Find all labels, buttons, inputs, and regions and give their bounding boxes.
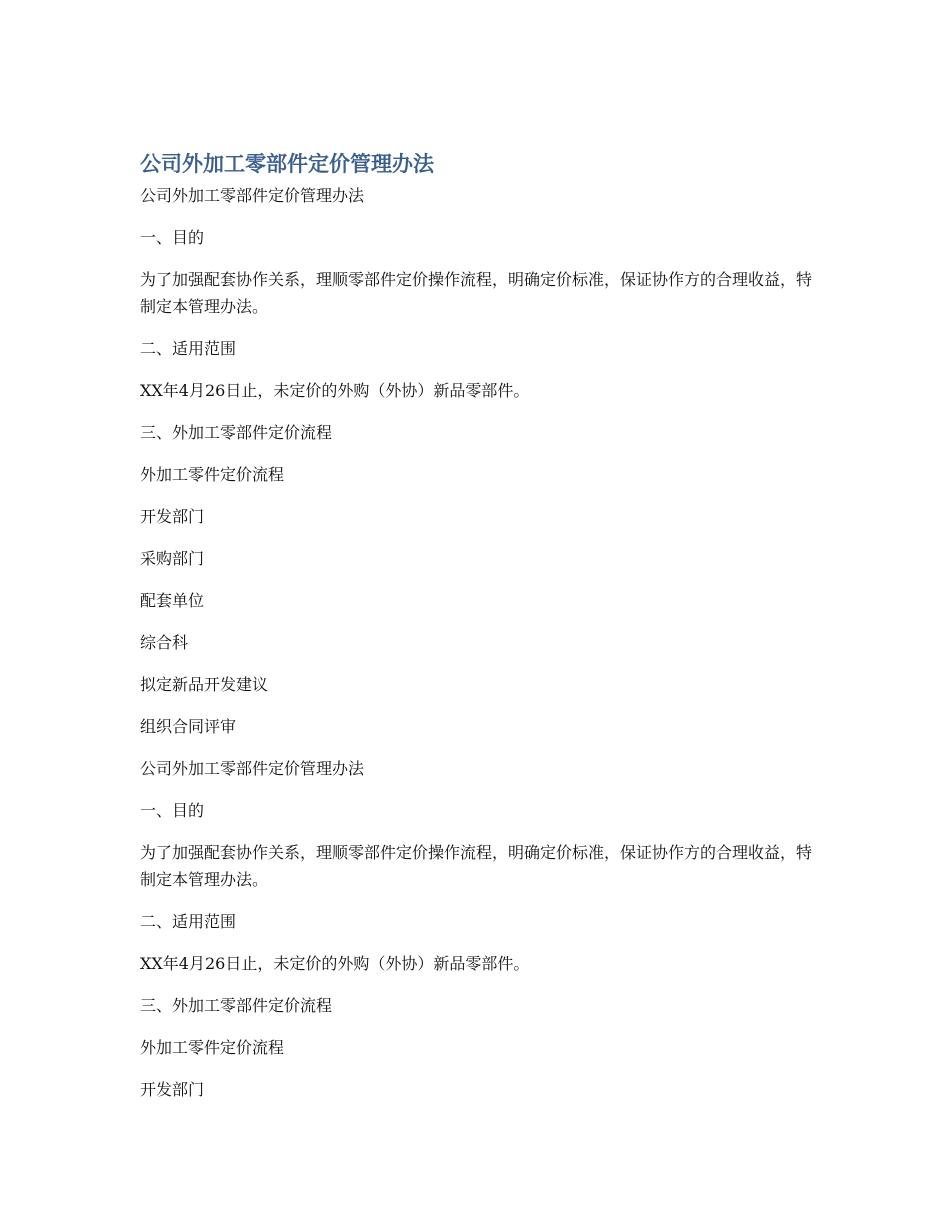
paragraph: 综合科: [140, 633, 189, 652]
paragraph: 外加工零件定价流程: [140, 1038, 285, 1057]
paragraph: 为了加强配套协作关系，理顺零部件定价操作流程，明确定价标准，保证协作方的合理收益，特制定本管理办法。: [140, 270, 813, 316]
paragraph: 外加工零件定价流程: [140, 465, 285, 484]
paragraph: XX年4月26日止，未定价的外购（外协）新品零部件。: [140, 954, 530, 973]
section-heading: 三、外加工零部件定价流程: [140, 996, 333, 1015]
section-heading: 三、外加工零部件定价流程: [140, 423, 333, 442]
paragraph: 公司外加工零部件定价管理办法: [140, 759, 365, 778]
section-heading: 二、适用范围: [140, 339, 237, 358]
paragraph: 组织合同评审: [140, 717, 237, 736]
paragraph: 配套单位: [140, 591, 205, 610]
paragraph: 公司外加工零部件定价管理办法: [140, 186, 365, 205]
paragraph: 开发部门: [140, 1080, 205, 1099]
paragraph: 拟定新品开发建议: [140, 675, 269, 694]
section-heading: 一、目的: [140, 801, 205, 820]
paragraph: 采购部门: [140, 549, 205, 568]
section-heading: 一、目的: [140, 228, 205, 247]
document-title: 公司外加工零部件定价管理办法: [140, 152, 434, 176]
document-body: [140, 148, 812, 1118]
paragraph: 开发部门: [140, 507, 205, 526]
section-heading: 二、适用范围: [140, 912, 237, 931]
paragraph: XX年4月26日止，未定价的外购（外协）新品零部件。: [140, 381, 530, 400]
paragraph: 为了加强配套协作关系，理顺零部件定价操作流程，明确定价标准，保证协作方的合理收益，特制定本管理办法。: [140, 843, 813, 889]
